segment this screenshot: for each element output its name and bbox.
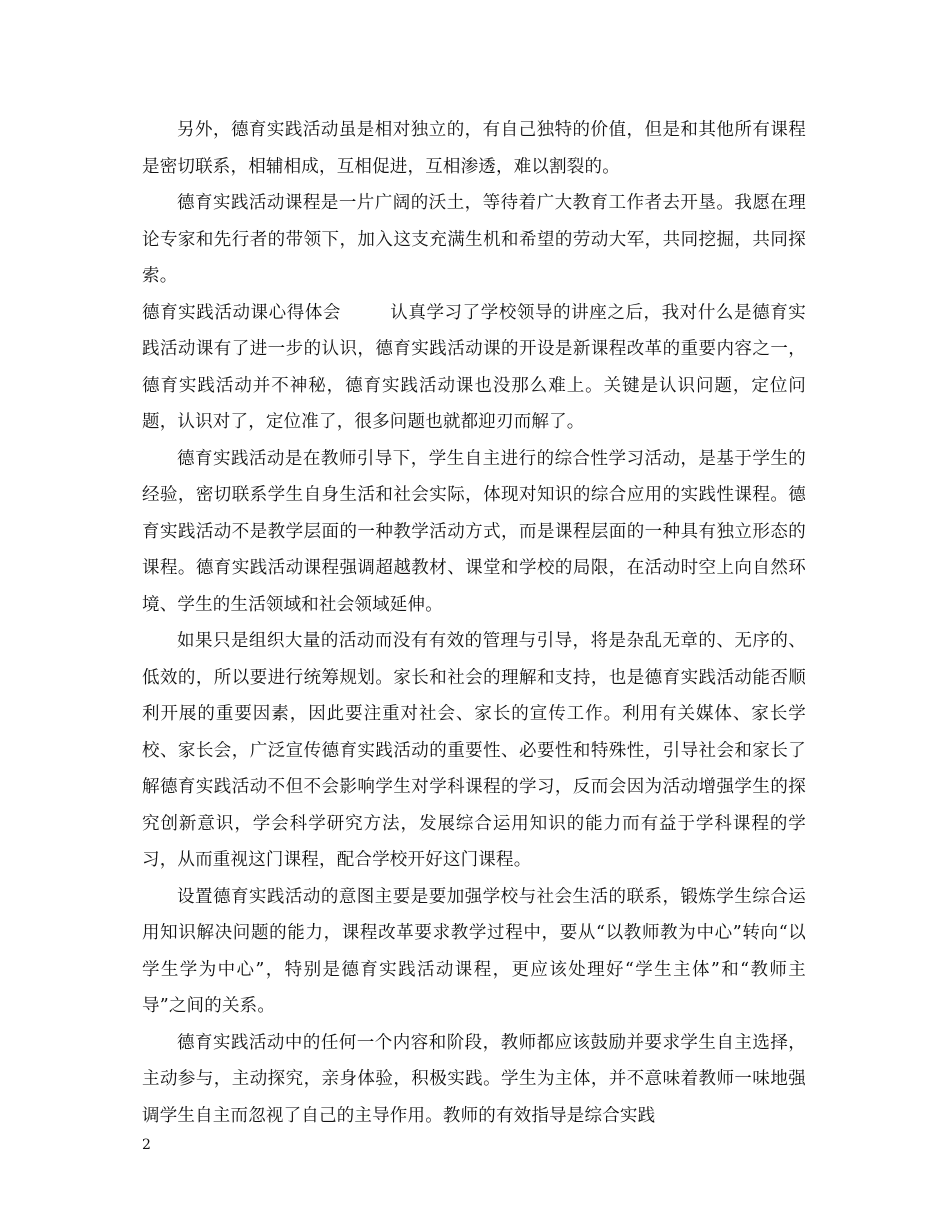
paragraph-6	[142, 879, 806, 1025]
paragraph-7	[142, 1025, 806, 1135]
paragraph-5	[142, 623, 806, 879]
page-number: 2	[142, 1137, 151, 1153]
paragraph-7-text: 德育实践活动中的任何一个内容和阶段，教师都应该鼓励并要求学生自主选择，主动参与，主动探究，亲身体验，积极实践。学生为主体，并不意味着教师一味地强调学生自主而忽视了自己的主导作用。教师的有效指导是综合实践	[142, 1032, 806, 1126]
paragraph-1	[142, 112, 806, 185]
paragraph-2-text: 德育实践活动课程是一片广阔的沃土，等待着广大教育工作者去开垦。我愿在理论专家和先行者的带领下，加入这支充满生机和希望的劳动大军，共同挖掘，共同探索。	[142, 193, 806, 286]
document-body	[142, 112, 806, 1134]
paragraph-3	[142, 295, 806, 441]
paragraph-5-text: 如果只是组织大量的活动而没有有效的管理与引导，将是杂乱无章的、无序的、低效的，所以要进行统筹规划。家长和社会的理解和支持，也是德育实践活动能否顺利开展的重要因素，因此要注重对社会、家长的宣传工作。利用有关媒体、家长学校、家长会，广泛宣传德育实践活动的重要性、必要性和特殊性，引导社会和家长了解德育实践活动不但不会影响学生对学科课程的学习，反而会因为活动增强学生的探究创新意识，学会科学研究方法，发展综合运用知识的能力而有益于学科课程的学习，从而重视这门课程，配合学校开好这门课程。	[142, 631, 806, 870]
section-heading: 德育实践活动课心得体会	[142, 302, 342, 323]
paragraph-4-text: 德育实践活动是在教师引导下，学生自主进行的综合性学习活动，是基于学生的经验，密切联系学生自身生活和社会实际，体现对知识的综合应用的实践性课程。德育实践活动不是教学层面的一种教学活动方式，而是课程层面的一种具有独立形态的课程。德育实践活动课程强调超越教材、课堂和学校的局限，在活动时空上向自然环境、学生的生活领域和社会领域延伸。	[142, 448, 806, 615]
paragraph-6-text: 设置德育实践活动的意图主要是要加强学校与社会生活的联系，锻炼学生综合运用知识解决问题的能力，课程改革要求教学过程中，要从“以教师教为中心”转向“以学生学为中心”，特别是德育实践活动课程，更应该处理好“学生主体”和“教师主导”之间的关系。	[142, 886, 806, 1016]
paragraph-3-text: 认真学习了学校领导的讲座之后，我对什么是德育实践活动课有了进一步的认识，德育实践活动课的开设是新课程改革的重要内容之一，德育实践活动并不神秘，德育实践活动课也没那么难上。关键是认识问题，定位问题，认识对了，定位准了，很多问题也就都迎刃而解了。	[142, 302, 806, 432]
paragraph-4	[142, 441, 806, 624]
paragraph-2	[142, 185, 806, 295]
paragraph-1-text: 另外，德育实践活动虽是相对独立的，有自己独特的价值，但是和其他所有课程是密切联系，相辅相成，互相促进，互相渗透，难以割裂的。	[142, 120, 806, 177]
